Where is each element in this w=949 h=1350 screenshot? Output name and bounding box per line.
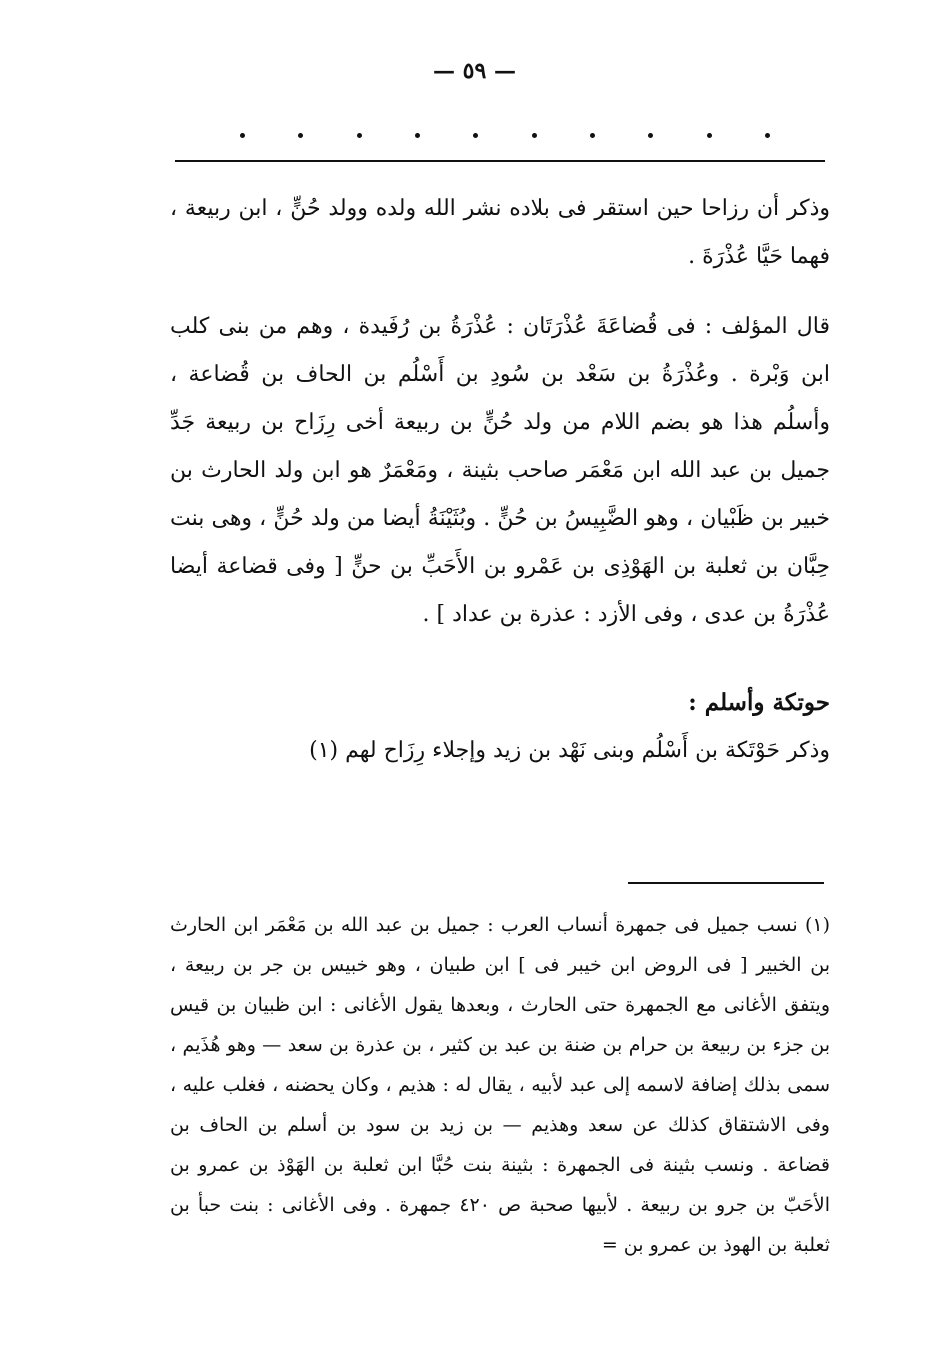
dot (240, 133, 245, 138)
section-paragraph: وذكر حَوْتَكة بن أَسْلُم وبنى نَهْد بن زيد وإجلاء رِزَاح لهم (١) (309, 738, 830, 763)
dot (473, 133, 478, 138)
footnote-1: (١) نسب جميل فى جمهرة أنساب العرب : جميل بن عبد الله بن مَعْمَر ابن الحارث بن الخبير [ فى الروض ابن خيبر فى ] ابن طبيان ، وهو خبيس بن جر بن ربيعة ، ويتفق الأغانى مع الجمهرة حتى الحارث ، وبعدها يقول الأغانى : ابن ظبيان بن قيس بن جزء بن ربيعة بن حرام بن ضنة بن عبد بن كثير ، بن عذرة بن سعد — وهو هُذَيم ، سمى بذلك إضافة لاسمه إلى عبد لأبيه ، يقال له : هذيم ، وكان يحضنه ، فغلب عليه ، وفى الاشتقاق كذلك عن سعد وهذيم — بن زيد بن سود بن أسلم بن الحاف بن قضاعة . ونسب بثينة فى الجمهرة : بثينة بنت حُبَّا ابن ثعلبة بن الهَوْذ بن عمرو بن الأحَبّ بن جرو بن ربيعة . لأبيها صحبة ص ٤٢٠ جمهرة . وفى الأغانى : بنت حبأ بن ثعلبة بن الهوذ بن عمرو بن = (170, 914, 830, 1256)
dot (765, 133, 770, 138)
dot (298, 133, 303, 138)
ornamental-dots (240, 133, 770, 138)
dot (357, 133, 362, 138)
header-divider (175, 160, 825, 162)
dot (648, 133, 653, 138)
page-number: — ٥٩ — (433, 58, 516, 84)
author-note-paragraph: قال المؤلف : فى قُضاعَةَ عُذْرَتَان : عُذْرَةُ بن رُفَيدة ، وهم من بنى كلب ابن وَبْرة . وعُذْرَةُ بن سَعْد بن سُودِ بن أَسْلُم بن الحاف بن قُضاعة ، وأسلُم هذا هو بضم اللام من ولد حُنٍّ بن ربيعة أخى رِزَاح بن ربيعة جَدِّ جميل بن عبد الله ابن مَعْمَر صاحب بثينة ، ومَعْمَرٌ هو ابن ولد الحارث بن خبير بن ظَبْيان ، وهو الضَّبِيسُ بن حُنٍّ . وبُثَيْنَةُ أيضا من ولد حُنٍّ ، وهى بنت حِبَّان بن ثعلبة بن الهَوْذِى بن عَمْرو بن الأَحَبِّ بن حنٍّ [ وفى قضاعة أيضا عُذْرَةُ بن عدى ، وفى الأزد : عذرة بن عداد ] . (170, 314, 830, 627)
footnotes (170, 905, 830, 1265)
footnote-divider (628, 882, 824, 884)
main-text (170, 185, 830, 775)
dot (415, 133, 420, 138)
section-heading: حوتكة وأسلم : (688, 689, 830, 716)
intro-paragraph: وذكر أن رزاحا حين استقر فى بلاده نشر الله ولده وولد حُنٍّ ، ابن ربيعة ، فهما حَيَّا عُذْرَةَ . (170, 196, 830, 269)
dot (707, 133, 712, 138)
dot (532, 133, 537, 138)
dot (590, 133, 595, 138)
